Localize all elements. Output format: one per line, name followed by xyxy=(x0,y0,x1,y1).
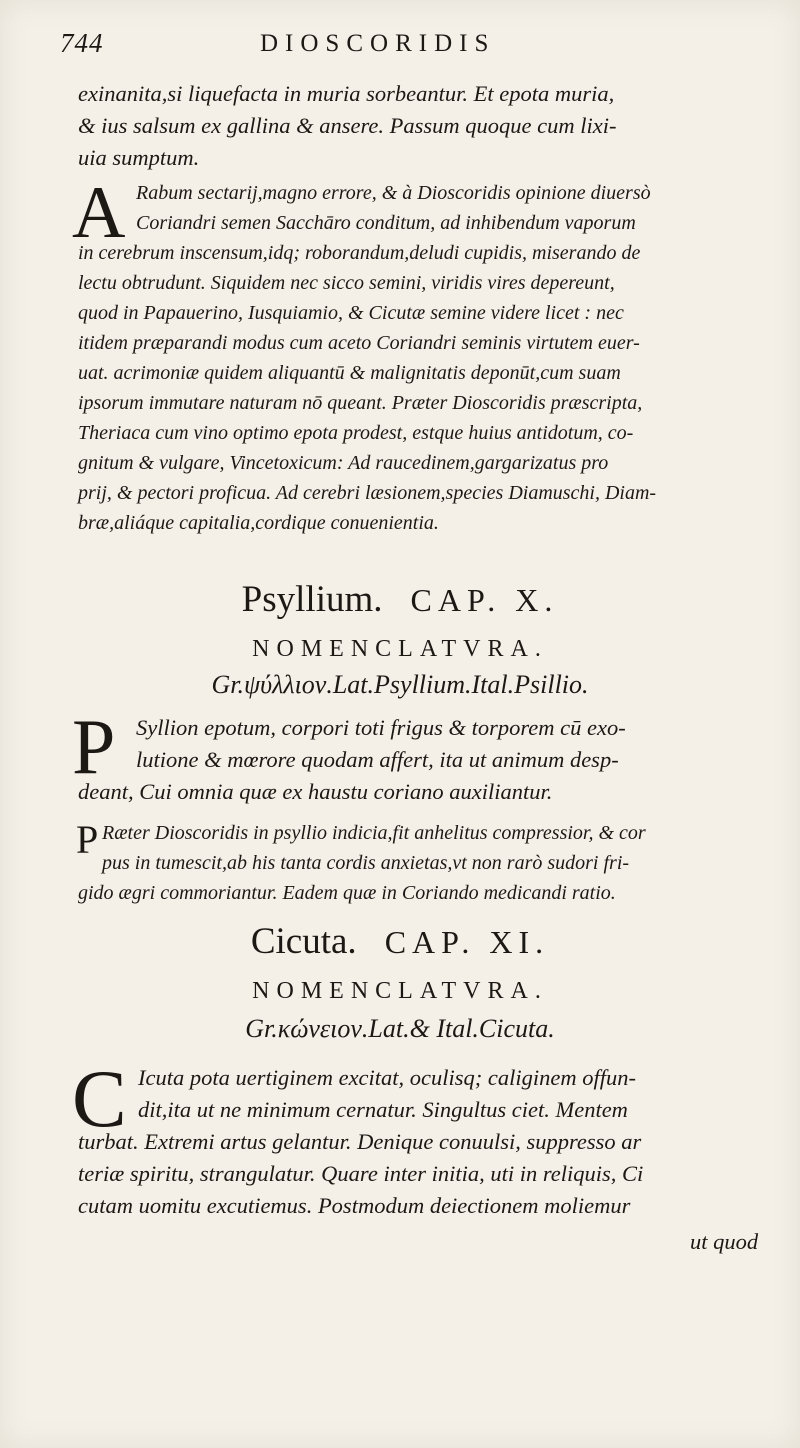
synonyms-text: Gr.ψύλλιον.Lat.Psyllium.Ital.Psillio. xyxy=(211,670,589,699)
annotation-paragraph xyxy=(78,818,758,908)
text-line: turbat. Extremi artus gelantur. Denique conuulsi, suppresso ar xyxy=(78,1129,642,1154)
text-line: Rabum sectarij,magno errore, & à Dioscoridis opinione diuersò xyxy=(136,182,651,204)
chapter-heading xyxy=(0,578,800,621)
text-line: gnitum & vulgare, Vincetoxicum: Ad raucedinem,gargarizatus pro xyxy=(78,452,609,474)
catchword: ut quod xyxy=(690,1229,759,1254)
page-number: 744 xyxy=(60,28,104,58)
text-line: cutam uomitu excutiemus. Postmodum deiectionem moliemur xyxy=(78,1193,631,1218)
drop-cap: P xyxy=(76,817,99,862)
text-line: Theriaca cum vino optimo epota prodest, estque huius antidotum, co- xyxy=(78,422,634,444)
intro-paragraph xyxy=(78,78,758,174)
chapter-number: CAP. X. xyxy=(410,582,559,618)
chapter-title: Psyllium. xyxy=(241,579,383,620)
text-line: prij, & pectori proficua. Ad cerebri læsionem,species Diamuschi, Diam- xyxy=(78,482,657,504)
text-line: in cerebrum inscensum,idq; roborandum,deludi cupidis, miserando de xyxy=(78,242,641,264)
text-line: lutione & mœrore quodam affert, ita ut animum desp- xyxy=(136,747,619,772)
drop-cap: C xyxy=(72,1053,127,1144)
running-head: DIOSCORIDIS xyxy=(260,30,496,57)
text-line: exinanita,si liquefacta in muria sorbeantur. Et epota muria, xyxy=(78,81,615,106)
chapter-text xyxy=(78,1062,758,1222)
text-line: teriæ spiritu, strangulatur. Quare inter initia, uti in reliquis, Ci xyxy=(78,1161,644,1186)
synonyms-text: Gr.κώνειον.Lat.& Ital.Cicuta. xyxy=(245,1014,555,1043)
text-line: Ræter Dioscoridis in psyllio indicia,fit anhelitus compressior, & cor xyxy=(102,822,646,844)
chapter-text xyxy=(78,712,758,808)
chapter-title: Cicuta. xyxy=(250,921,357,962)
text-line: lectu obtrudunt. Siquidem nec sicco semini, viridis vires depereunt, xyxy=(78,272,615,294)
synonyms-line xyxy=(0,670,800,700)
text-line: deant, Cui omnia quæ ex haustu coriano auxiliantur. xyxy=(78,779,553,804)
drop-cap: A xyxy=(72,172,126,254)
text-line: gido ægri commoriantur. Eadem quæ in Coriando medicandi ratio. xyxy=(78,882,616,904)
text-line: ipsorum immutare naturam nō queant. Præter Dioscoridis præscripta, xyxy=(78,392,643,414)
text-line: Syllion epotum, corpori toti frigus & torporem cū exo- xyxy=(136,715,626,740)
nomenclatura-heading xyxy=(0,978,800,1005)
text-line: Coriandri semen Sacchāro conditum, ad inhibendum vaporum xyxy=(136,212,636,234)
nomenclatura-label: NOMENCLATVRA. xyxy=(252,978,548,1004)
chapter-heading xyxy=(0,920,800,963)
synonyms-line xyxy=(0,1014,800,1044)
text-line: itidem præparandi modus cum aceto Coriandri seminis virtutem euer- xyxy=(78,332,640,354)
text-line: Icuta pota uertiginem excitat, oculisq; caliginem offun- xyxy=(138,1065,637,1090)
page-header xyxy=(60,28,750,68)
annotation-paragraph xyxy=(78,178,758,538)
text-line: dit,ita ut ne minimum cernatur. Singultus ciet. Mentem xyxy=(138,1097,628,1122)
nomenclatura-heading xyxy=(0,636,800,663)
text-line: bræ,aliáque capitalia,cordique conuenientia. xyxy=(78,512,439,534)
text-line: pus in tumescit,ab his tanta cordis anxietas,vt non rarò sudori fri- xyxy=(102,852,630,874)
text-line: uia sumptum. xyxy=(78,145,200,170)
text-line: quod in Papauerino, Iusquiamio, & Cicutæ semine videre licet : nec xyxy=(78,302,624,324)
text-line: & ius salsum ex gallina & ansere. Passum quoque cum lixi- xyxy=(78,113,617,138)
text-line: uat. acrimoniæ quidem aliquantū & malignitatis deponūt,cum suam xyxy=(78,362,621,384)
nomenclatura-label: NOMENCLATVRA. xyxy=(252,636,548,662)
drop-cap: P xyxy=(72,703,116,790)
chapter-number: CAP. XI. xyxy=(384,924,550,960)
